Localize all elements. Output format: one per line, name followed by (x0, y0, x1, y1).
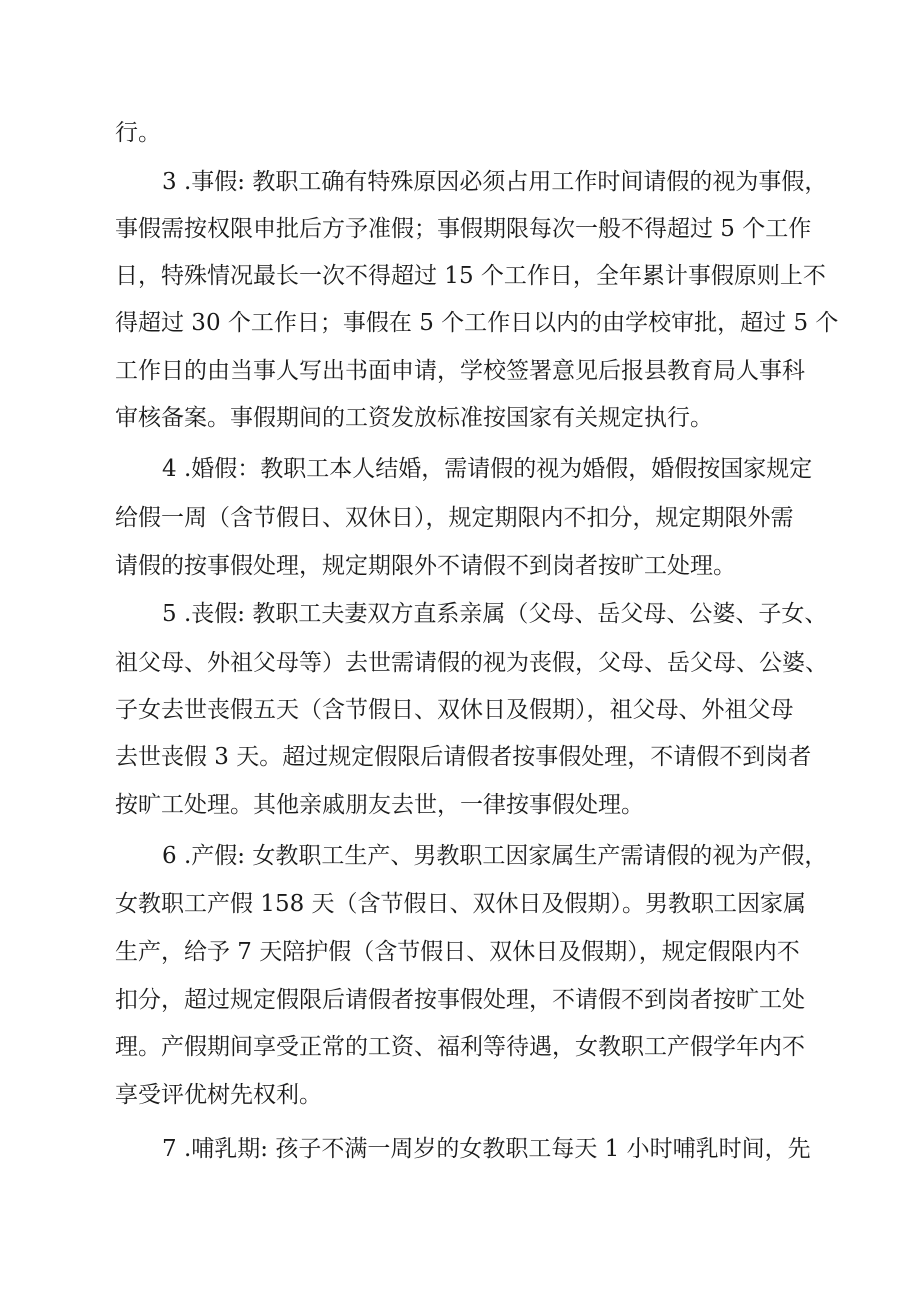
paragraph-7-heading-line: 7 .哺乳期: 孩子不满一周岁的女教职工每天 1 小时哺乳时间，先 (162, 1136, 811, 1162)
text-line: 扣分，超过规定假限后请假者按事假处理，不请假不到岗者按旷工处 (115, 987, 805, 1013)
text-line: 事假需按权限申批后方予准假；事假期限每次一般不得超过 5 个工作 (115, 216, 812, 242)
text-line: 享受评优树先权利。 (115, 1082, 322, 1108)
text-line: 子女去世丧假五天（含节假日、双休日及假期），祖父母、外祖父母 (115, 697, 794, 723)
text-line: 得超过 30 个工作日；事假在 5 个工作日以内的由学校审批，超过 5 个 (115, 310, 839, 336)
text-line: 审核备案。事假期间的工资发放标准按国家有关规定执行。 (115, 405, 713, 431)
text-line: 日，特殊情况最长一次不得超过 15 个工作日，全年累计事假原则上不 (115, 263, 826, 289)
text-line: 行。 (115, 120, 161, 146)
text-line: 理。产假期间享受正常的工资、福利等待遇，女教职工产假学年内不 (115, 1034, 805, 1060)
text-line: 工作日的由当事人写出书面申请，学校签署意见后报县教育局人事科 (115, 358, 805, 384)
text-line: 去世丧假 3 天。超过规定假限后请假者按事假处理，不请假不到岗者 (115, 744, 812, 770)
text-line: 祖父母、外祖父母等）去世需请假的视为丧假，父母、岳父母、公婆、 (115, 650, 828, 676)
text-line: 生产，给予 7 天陪护假（含节假日、双休日及假期），规定假限内不 (115, 939, 800, 965)
paragraph-6-heading-line: 6 .产假: 女教职工生产、男教职工因家属生产需请假的视为产假， (162, 843, 828, 869)
text-line: 请假的按事假处理，规定期限外不请假不到岗者按旷工处理。 (115, 553, 736, 579)
text-line: 给假一周（含节假日、双休日），规定期限内不扣分，规定期限外需 (115, 505, 794, 531)
paragraph-3-heading-line: 3 .事假: 教职工确有特殊原因必须占用工作时间请假的视为事假， (162, 169, 828, 195)
paragraph-4-heading-line: 4 .婚假：教职工本人结婚，需请假的视为婚假，婚假按国家规定 (162, 456, 813, 482)
paragraph-5-heading-line: 5 .丧假: 教职工夫妻双方直系亲属（父母、岳父母、公婆、子女、 (162, 601, 828, 627)
text-line: 女教职工产假 158 天（含节假日、双休日及假期）。男教职工因家属 (115, 891, 807, 917)
text-line: 按旷工处理。其他亲戚朋友去世，一律按事假处理。 (115, 792, 644, 818)
